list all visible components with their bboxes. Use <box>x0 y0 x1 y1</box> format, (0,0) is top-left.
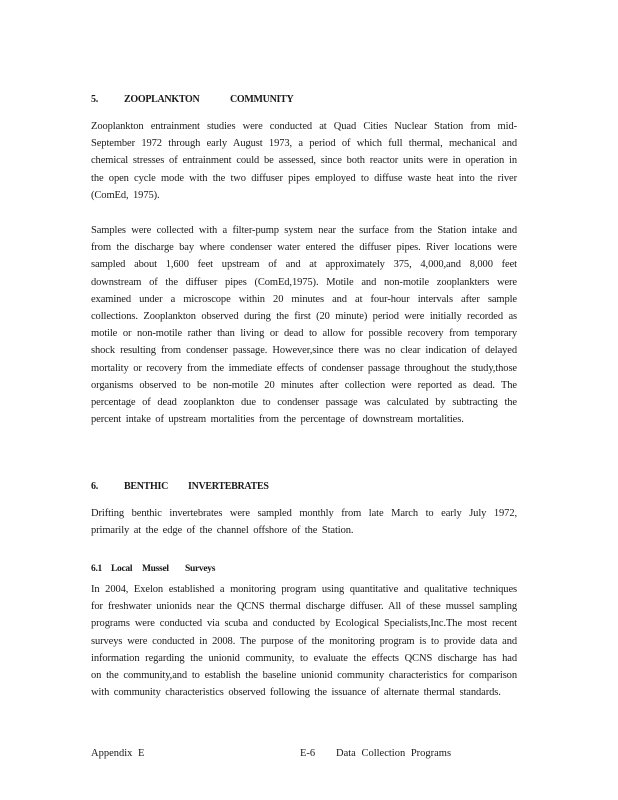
section-6-1-title-word-1: Local <box>111 564 133 574</box>
section-5-title-word-2: COMMUNITY <box>230 94 294 105</box>
section-5-paragraph-1: Zooplankton entrainment studies were conducted at Quad Cities Nuclear Station from mid-September 1972 through early August 1973, a period of which full thermal, mechanical and chemical stresses of entrainment could be assessed, since both reactor units were in operation in the open cycle mode with the two diffuser pipes employed to diffuse waste heat into the river (ComEd, 1975). <box>91 121 517 201</box>
section-6-1-paragraph: In 2004, Exelon established a monitoring program using quantitative and qualitative techniques for freshwater unionids near the QCNS thermal discharge diffuser. All of these mussel sampling programs were conducted via scuba and conducted by Ecological Specialists,Inc.The most recent surveys were conducted in 2008. The purpose of the monitoring program is to provide data and information regarding the unionid community, to evaluate the effects QCNS discharge has had on the community,and to establish the baseline unionid community characteristics for comparison with community characteristics observed following the issuance of alternate thermal standards. <box>91 584 517 699</box>
footer-section-title: Data Collection Programs <box>336 748 452 759</box>
section-5-number: 5. <box>91 94 98 105</box>
section-6-title-word-2: INVERTEBRATES <box>188 481 269 492</box>
footer-appendix: Appendix E <box>91 748 145 759</box>
section-5-title-word-1: ZOOPLANKTON <box>124 94 200 105</box>
section-6-paragraph: Drifting benthic invertebrates were sampled monthly from late March to early July 1972, primarily at the edge of the channel offshore of the Station. <box>91 508 517 537</box>
footer-page-number: E-6 <box>300 748 316 759</box>
section-6-1-number: 6.1 <box>91 564 102 574</box>
section-5-paragraph-2: Samples were collected with a filter-pump system near the surface from the Station intake and from the discharge bay where condenser water entered the diffuser pipes. River locations were sampled about 1,600 feet upstream of and at approximately 375, 4,000,and 8,000 feet downstream of the diffuser pipes (ComEd,1975). Motile and non-motile zooplankters were examined under a microscope within 20 minutes and at four-hour intervals after sample collections. Zooplankton observed during the first (20 minute) period were initially recorded as motile or non-motile rather than living or dead to allow for possible recovery from temporary shock resulting from condenser passage. However,since there was no clear indication of delayed mortality or recovery from the immediate effects of condenser passage throughout the study,those organisms observed to be non-motile 20 minutes after collection were reported as dead. The percentage of dead zooplankton due to condenser passage was calculated by subtracting the percent intake of upstream mortalities from the percentage of downstream mortalities. <box>91 225 517 426</box>
section-6-number: 6. <box>91 481 98 492</box>
section-5-heading <box>91 94 293 105</box>
section-6-1-heading <box>91 564 215 574</box>
section-6-heading <box>91 481 269 492</box>
section-6-1-title-word-3: Surveys <box>185 564 216 574</box>
section-6-title-word-1: BENTHIC <box>124 481 169 492</box>
section-6-1-title-word-2: Mussel <box>142 564 169 574</box>
